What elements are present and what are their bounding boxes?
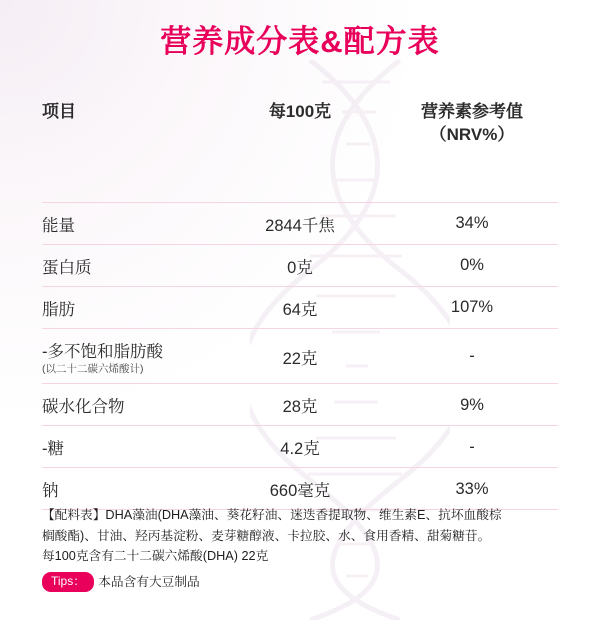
header-divider-cell-2 [214,151,386,203]
row-item-name: -糖 [42,426,214,468]
page-title: 营养成分表&配方表 [160,24,440,59]
row-nrv: - [386,328,558,384]
table-body [42,202,558,510]
column-header-per-100g: 每100克 [268,102,332,121]
table-row [42,384,558,426]
tips-text: 本品含有大豆制品 [98,574,200,589]
row-nrv: 107% [386,286,558,328]
row-item-name: 脂肪 [42,286,214,328]
column-header-nrv-line2: （NRV%） [429,124,515,144]
header-divider-cell-3 [386,151,558,203]
column-header-nrv [386,95,558,151]
row-item-name: 能量 [42,202,214,244]
table-row [42,202,558,244]
nutrition-facts-table [42,95,558,510]
header-divider-row [42,151,558,203]
table-row [42,286,558,328]
ingredients-line-1: 【配料表】DHA藻油(DHA藻油、葵花籽油、迷迭香提取物、维生素E、抗坏血酸棕 [42,508,502,522]
dha-content-line: 每100克含有二十二碳六烯酸(DHA) 22克 [42,549,269,564]
nutrition-table-wrapper [42,95,558,510]
row-item-subnote: (以二十二碳六烯酸计) [42,362,144,375]
column-header-item: 项目 [42,102,76,121]
row-nrv: - [386,426,558,468]
row-per-100g: 0克 [214,244,386,286]
ingredients-line-2: 榈酸酯)、甘油、羟丙基淀粉、麦芽糖醇液、卡拉胶、水、食用香精、甜菊糖苷。 [42,528,491,543]
row-nrv: 0% [386,244,558,286]
table-header-row [42,95,558,151]
table-head [42,95,558,202]
row-item-name: 蛋白质 [42,244,214,286]
column-header-nrv-line1: 营养素参考值 [421,102,523,121]
row-item-name: 碳水化合物 [42,384,214,426]
row-nrv: 33% [386,468,558,510]
table-row [42,426,558,468]
row-item-name [42,328,214,384]
tips-row [42,572,566,593]
table-row [42,328,558,384]
row-per-100g: 22克 [214,328,386,384]
row-per-100g: 2844千焦 [214,202,386,244]
row-per-100g: 4.2克 [214,426,386,468]
table-row [42,468,558,510]
header-divider-cell-1 [42,151,214,203]
row-nrv: 9% [386,384,558,426]
row-item-label: -多不饱和脂肪酸 [42,342,163,361]
row-per-100g: 660毫克 [214,468,386,510]
table-row [42,244,558,286]
tips-badge: Tips： [42,572,94,591]
row-nrv: 34% [386,202,558,244]
row-item-name: 钠 [42,468,214,510]
row-per-100g: 28克 [214,384,386,426]
row-per-100g: 64克 [214,286,386,328]
footer-notes [42,505,566,592]
